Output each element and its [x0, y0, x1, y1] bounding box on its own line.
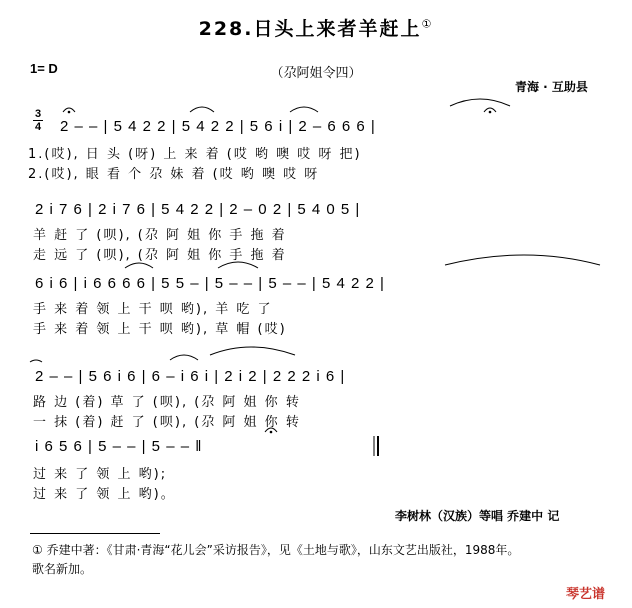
lyric-line-4-verse-1: 路 边 (着) 草 了 (呗), (尕 阿 姐 你 转 [33, 395, 301, 410]
footnote-text: ① 乔建中著：《甘肃·青海“花儿会”采访报告》，见《土地与歌》，山东文艺出版社，1988年。 [32, 543, 520, 557]
lyric-line-5-verse-1: 过 来 了 领 上 哟); [33, 467, 168, 482]
notation-line-5: i 6 5 6 | 5 – – | 5 – – ‖ [35, 438, 203, 455]
notation-line-1: 2 – – | 5 4 2 2 | 5 4 2 2 | 5 6 i | 2 – 6 6 6 | [60, 118, 376, 135]
origin-place: 青海 · 互助县 [515, 80, 588, 94]
notation-line-4: 2 – – | 5 6 i 6 | 6 – i 6 i | 2 i 2 | 2 2 2 i 6 | [35, 368, 346, 385]
lyric-line-4-verse-2: 一 抹 (着) 赶 了 (呗), (尕 阿 姐 你 转 [33, 415, 301, 430]
song-title: 228.日头上来者羊赶上① [198, 17, 434, 40]
lyric-line-3-verse-2: 手 来 着 领 上 干 呗 哟), 草 帽 (哎) [33, 322, 287, 337]
footnote-text-2: 歌名新加。 [32, 562, 93, 576]
footnote-marker: ① [421, 17, 434, 31]
subtitle: （尕阿姐令四） [270, 66, 362, 81]
time-signature-top: 3 [34, 108, 42, 120]
lyric-line-1-verse-1: 1.(哎), 日 头 (呀) 上 来 着 (哎 哟 噢 哎 呀 把) [28, 147, 362, 162]
lyric-line-2-verse-2: 走 远 了 (呗), (尕 阿 姐 你 手 拖 着 [33, 248, 287, 263]
lyric-line-2-verse-1: 羊 赶 了 (呗), (尕 阿 姐 你 手 拖 着 [33, 228, 287, 243]
lyric-line-1-verse-2: 2.(哎), 眼 看 个 尕 妹 着 (哎 哟 噢 哎 呀 [28, 167, 320, 182]
credit-line: 李树林（汉族）等唱 乔建中 记 [395, 509, 560, 523]
time-signature-bottom: 4 [34, 121, 42, 133]
watermark-logo: 琴艺谱 [566, 587, 606, 602]
lyric-line-5-verse-2: 过 来 了 领 上 哟)。 [33, 487, 176, 502]
lyric-line-3-verse-1: 手 来 着 领 上 干 呗 哟), 羊 吃 了 [33, 302, 273, 317]
key-signature: 1= D [30, 61, 58, 76]
notation-line-3: 6 i 6 | i 6 6 6 6 | 5 5 – | 5 – – | 5 – – | 5 4 2 2 | [35, 275, 385, 292]
footnote-divider [30, 533, 160, 534]
notation-line-2: 2 i 7 6 | 2 i 7 6 | 5 4 2 2 | 2 – 0 2 | 5 4 0 5 | [35, 201, 361, 218]
